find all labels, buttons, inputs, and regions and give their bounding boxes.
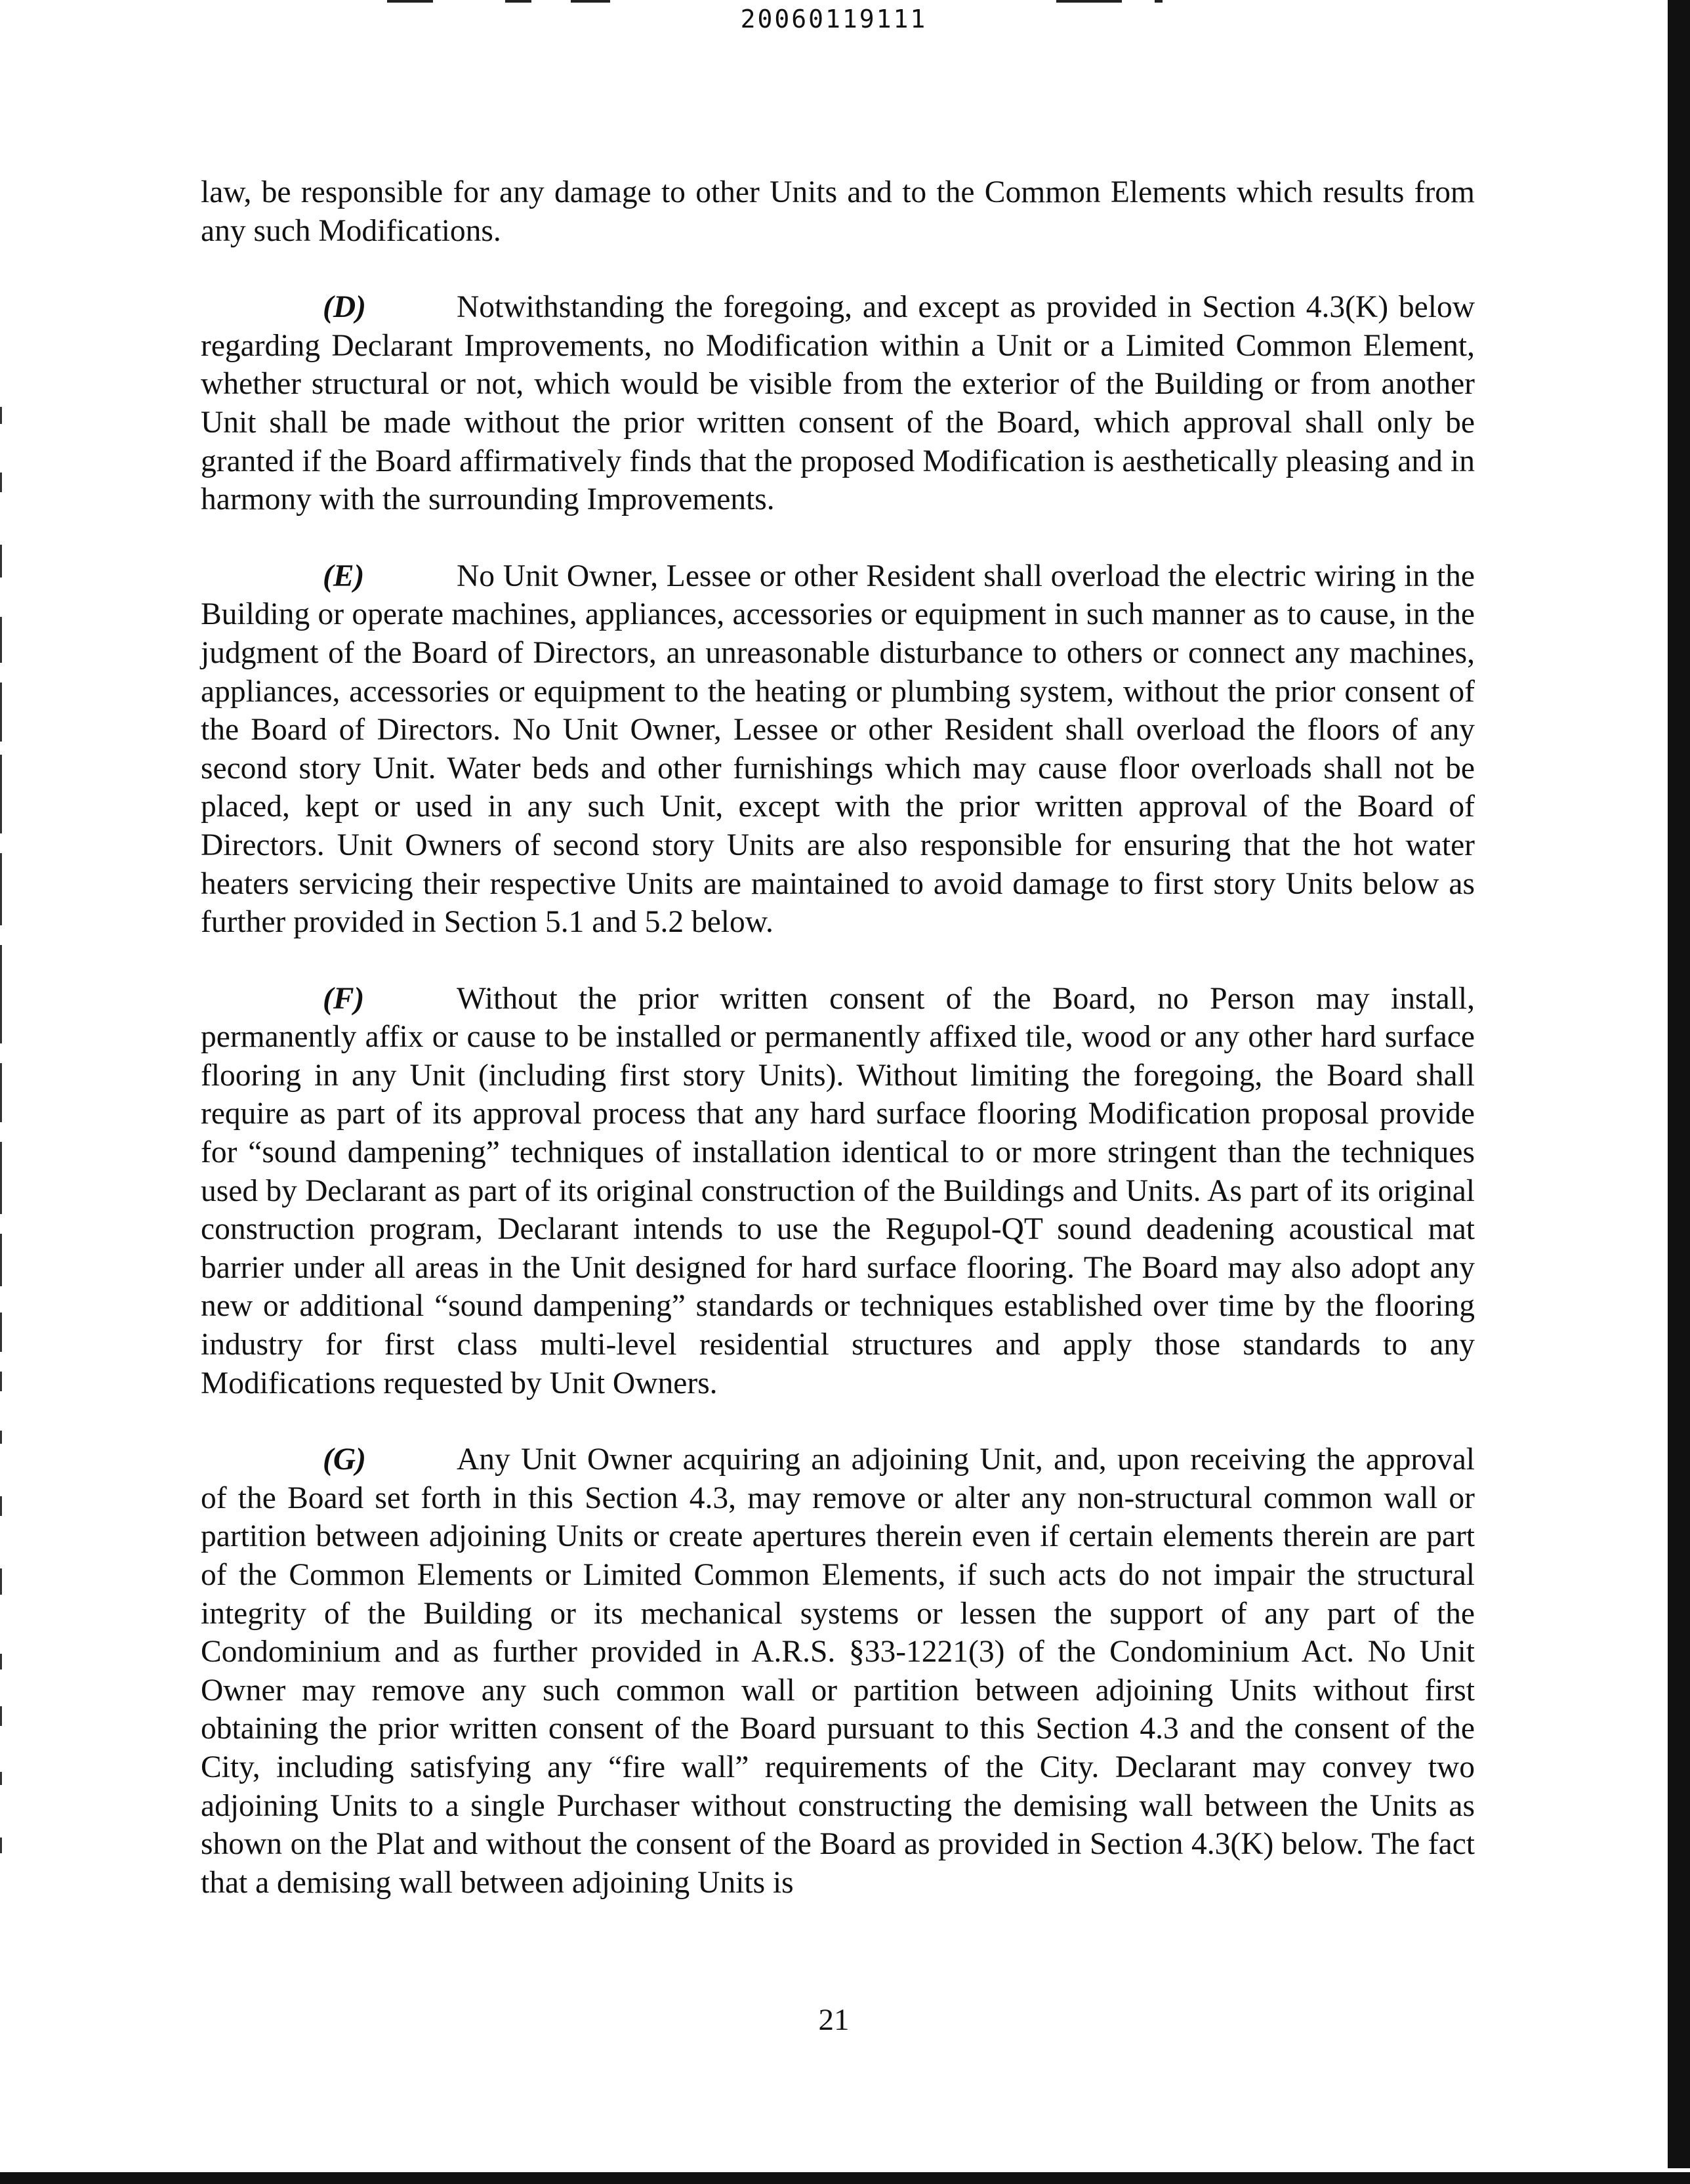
scan-border-right xyxy=(1668,0,1690,2184)
subsection-f xyxy=(201,980,1475,1403)
scan-border-bottom xyxy=(0,2172,1690,2184)
paragraph-text: Any Unit Owner acquiring an adjoining Unit, and, upon receiving the approval of the Board set forth in this Section 4.3, may remove or alter any non-structural common wall or partition between adjoining Units or create apertures therein even if certain elements therein are part of the Common Elements or Limited Common Elements, if such acts do not impair the structural integrity of the Building or its mechanical systems or lessen the support of any part of the Condominium and as further provided in A.R.S. §33-1221(3) of the Condominium Act. No Unit Owner may remove any such common wall or partition between adjoining Units without first obtaining the prior written consent of the Board pursuant to this Section 4.3 and the consent of the City, including satisfying any “fire wall” requirements of the City. Declarant may convey two adjoining Units to a single Purchaser without constructing the demising wall between the Units as shown on the Plat and without the consent of the Board as provided in Section 4.3(K) below. The fact that a demising wall between adjoining Units is xyxy=(201,1442,1475,1900)
subsection-g xyxy=(201,1440,1475,1902)
paragraph-text: Notwithstanding the foregoing, and except as provided in Section 4.3(K) below regarding Declarant Improvements, no Modification within a Unit or a Limited Common Element, whether structural or not, which would be visible from the exterior of the Building or from another Unit shall be made without the prior written consent of the Board, which approval shall only be granted if the Board affirmatively finds that the proposed Modification is aesthetically pleasing and in harmony with the surrounding Improvements. xyxy=(201,290,1475,517)
document-body xyxy=(201,173,1475,1940)
subsection-label: (E) xyxy=(323,558,365,593)
subsection-label: (D) xyxy=(323,290,366,325)
subsection-d xyxy=(201,288,1475,519)
paragraph-continuation xyxy=(201,173,1475,250)
paragraph-text: law, be responsible for any damage to other Units and to the Common Elements which results from any such Modifications. xyxy=(201,175,1475,248)
paragraph-text: No Unit Owner, Lessee or other Resident shall overload the electric wiring in the Building or operate machines, appliances, accessories or equipment in such manner as to cause, in the judgment of the Board of Directors, an unreasonable disturbance to others or connect any machines, appliances, accessories or equipment to the heating or plumbing system, without the prior consent of the Board of Directors. No Unit Owner, Lessee or other Resident shall overload the floors of any second story Unit. Water beds and other furnishings which may cause floor overloads shall not be placed, kept or used in any such Unit, except with the prior written approval of the Board of Directors. Unit Owners of second story Units are also responsible for ensuring that the hot water heaters servicing their respective Units are maintained to avoid damage to first story Units below as further provided in Section 5.1 and 5.2 below. xyxy=(201,558,1475,940)
subsection-label: (F) xyxy=(323,981,365,1016)
page-number: 21 xyxy=(818,2003,850,2037)
subsection-label: (G) xyxy=(323,1442,366,1477)
paragraph-text: Without the prior written consent of the Board, no Person may install, permanently affix or cause to be installed or permanently affixed tile, wood or any other hard surface flooring in any Unit (including first story Units). Without limiting the foregoing, the Board shall require as part of its approval process that any hard surface flooring Modification proposal provide for “sound dampening” techniques of installation identical to or more stringent than the techniques used by Declarant as part of its original construction of the Buildings and Units. As part of its original construction program, Declarant intends to use the Regupol-QT sound deadening acoustical mat barrier under all areas in the Unit designed for hard surface flooring. The Board may also adopt any new or additional “sound dampening” standards or techniques established over time by the flooring industry for first class multi-level residential structures and apply those standards to any Modifications requested by Unit Owners. xyxy=(201,981,1475,1400)
subsection-e xyxy=(201,557,1475,942)
document-number-stamp: 20060119111 xyxy=(740,5,928,33)
